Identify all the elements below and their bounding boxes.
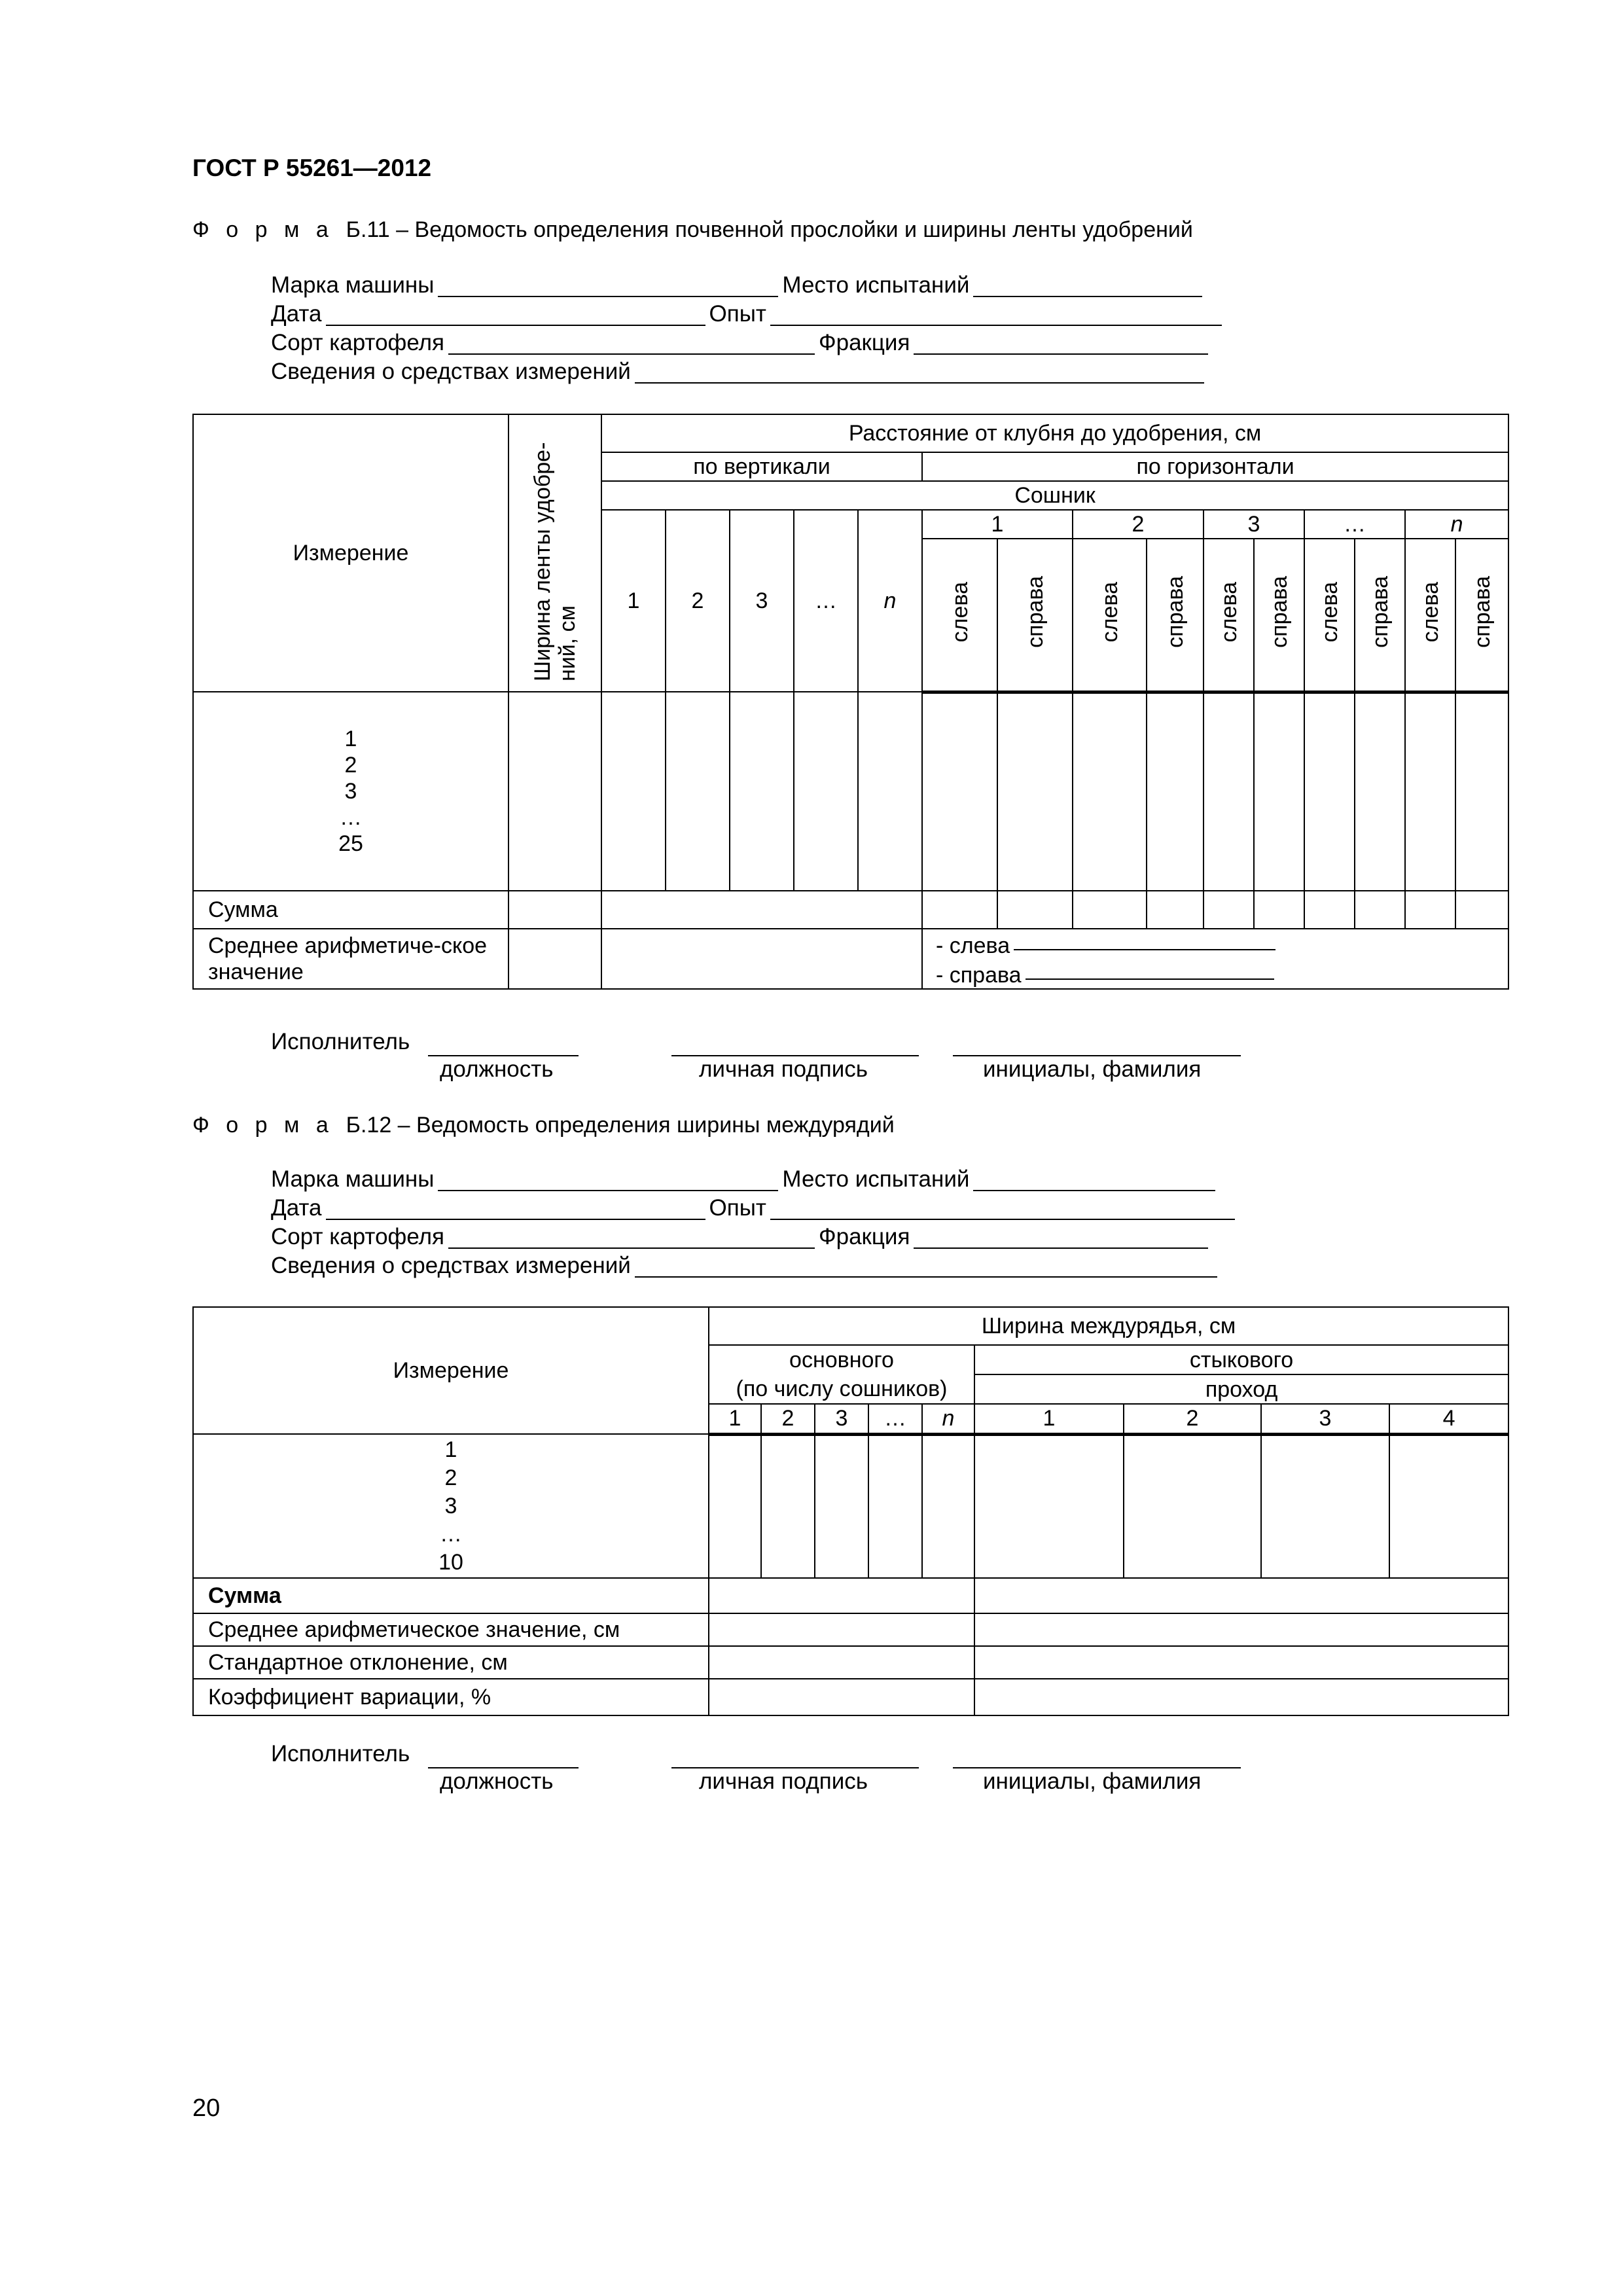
mean-cell[interactable] bbox=[508, 929, 601, 989]
sum-cell[interactable] bbox=[1355, 891, 1405, 929]
main-col-n: n bbox=[922, 1404, 974, 1434]
fraction-field[interactable] bbox=[914, 330, 1208, 355]
mean-cell[interactable] bbox=[709, 1613, 974, 1646]
sum-cell[interactable] bbox=[1455, 891, 1508, 929]
sum-cell[interactable] bbox=[1204, 891, 1254, 929]
executor-label: Исполнитель bbox=[271, 1741, 410, 1767]
name-caption: инициалы, фамилия bbox=[983, 1768, 1202, 1794]
fraction-label: Фракция bbox=[819, 330, 910, 355]
name-caption: инициалы, фамилия bbox=[983, 1056, 1202, 1082]
std-label: Стандартное отклонение, см bbox=[193, 1646, 709, 1679]
mean-left-field[interactable] bbox=[1014, 929, 1275, 950]
sum-cell[interactable] bbox=[922, 891, 997, 929]
fraction-field[interactable] bbox=[914, 1224, 1208, 1249]
data-cell[interactable] bbox=[1389, 1434, 1508, 1578]
data-cell[interactable] bbox=[815, 1434, 868, 1578]
mean-label: Среднее арифметическое значение, см bbox=[193, 1613, 709, 1646]
main-col-2: 2 bbox=[761, 1404, 815, 1434]
pass-col-2: 2 bbox=[1124, 1404, 1261, 1434]
coulter-n: n bbox=[1405, 510, 1508, 539]
data-cell[interactable] bbox=[1405, 692, 1455, 891]
cv-cell[interactable] bbox=[974, 1679, 1508, 1715]
position-caption: должность bbox=[440, 1768, 554, 1794]
pass-header: проход bbox=[974, 1374, 1508, 1404]
data-cell[interactable] bbox=[1355, 692, 1405, 891]
main-header: основного (по числу сошников) bbox=[709, 1345, 974, 1404]
coulter-header: Сошник bbox=[601, 481, 1508, 510]
sum-label: Сумма bbox=[193, 1578, 709, 1613]
left-label: слева bbox=[1304, 539, 1355, 692]
trial-field[interactable] bbox=[770, 1195, 1235, 1220]
data-cell[interactable] bbox=[1254, 692, 1304, 891]
data-cell[interactable] bbox=[922, 1434, 974, 1578]
trial-field[interactable] bbox=[770, 301, 1222, 326]
data-cell[interactable] bbox=[1261, 1434, 1389, 1578]
trial-label: Опыт bbox=[709, 1195, 766, 1221]
sum-cell[interactable] bbox=[997, 891, 1073, 929]
right-label: справа bbox=[1455, 539, 1508, 692]
variety-field[interactable] bbox=[448, 1224, 815, 1249]
date-field[interactable] bbox=[326, 301, 705, 326]
joint-header: стыкового bbox=[974, 1345, 1508, 1374]
cv-cell[interactable] bbox=[709, 1679, 974, 1715]
sum-cell[interactable] bbox=[1147, 891, 1204, 929]
std-cell[interactable] bbox=[974, 1646, 1508, 1679]
data-cell[interactable] bbox=[974, 1434, 1124, 1578]
mean-sides: - слева - справа bbox=[922, 929, 1508, 989]
data-cell[interactable] bbox=[508, 692, 601, 891]
sign-caption: личная подпись bbox=[699, 1768, 868, 1794]
row-numbers: 1 2 3 … 25 bbox=[193, 692, 508, 891]
pass-col-1: 1 bbox=[974, 1404, 1124, 1434]
machine-field[interactable] bbox=[438, 272, 778, 297]
date-field[interactable] bbox=[326, 1195, 705, 1220]
data-cell[interactable] bbox=[794, 692, 858, 891]
machine-label: Марка машины bbox=[271, 272, 435, 298]
page-number: 20 bbox=[192, 2094, 221, 2122]
place-field[interactable] bbox=[973, 1166, 1215, 1191]
right-label: справа bbox=[1254, 539, 1304, 692]
instruments-field[interactable] bbox=[635, 359, 1204, 384]
pass-col-4: 4 bbox=[1389, 1404, 1508, 1434]
v-col-2: 2 bbox=[666, 510, 730, 692]
width-header: Ширина ленты удобре-ний, см bbox=[508, 414, 601, 692]
data-cell[interactable] bbox=[601, 692, 666, 891]
date-label: Дата bbox=[271, 301, 322, 327]
place-label: Место испытаний bbox=[782, 272, 970, 298]
form1-prefix: Ф о р м а bbox=[192, 217, 334, 242]
horizontal-header: по горизонтали bbox=[922, 452, 1508, 481]
instruments-label: Сведения о средствах измерений bbox=[271, 1253, 631, 1278]
main-col-1: 1 bbox=[709, 1404, 761, 1434]
form2-fields bbox=[271, 1165, 1239, 1280]
v-col-ellipsis: … bbox=[794, 510, 858, 692]
variety-label: Сорт картофеля bbox=[271, 1224, 445, 1249]
date-label: Дата bbox=[271, 1195, 322, 1221]
right-label: справа bbox=[997, 539, 1073, 692]
data-cell[interactable] bbox=[922, 692, 997, 891]
cv-label: Коэффициент вариации, % bbox=[193, 1679, 709, 1715]
variety-label: Сорт картофеля bbox=[271, 330, 445, 355]
width-header: Ширина междурядья, см bbox=[709, 1307, 1508, 1345]
main-col-3: 3 bbox=[815, 1404, 868, 1434]
sum-cell[interactable] bbox=[1405, 891, 1455, 929]
data-cell[interactable] bbox=[868, 1434, 922, 1578]
left-label: слева bbox=[922, 539, 997, 692]
instruments-field[interactable] bbox=[635, 1253, 1217, 1278]
v-col-n: n bbox=[858, 510, 922, 692]
form1-title bbox=[192, 217, 1193, 243]
distance-header: Расстояние от клубня до удобрения, см bbox=[601, 414, 1508, 452]
place-field[interactable] bbox=[973, 272, 1202, 297]
sum-cell[interactable] bbox=[1254, 891, 1304, 929]
pass-col-3: 3 bbox=[1261, 1404, 1389, 1434]
data-cell[interactable] bbox=[666, 692, 730, 891]
machine-label: Марка машины bbox=[271, 1166, 435, 1192]
measure-header: Измерение bbox=[193, 414, 508, 692]
data-cell[interactable] bbox=[1073, 692, 1147, 891]
executor-label: Исполнитель bbox=[271, 1029, 410, 1054]
coulter-1: 1 bbox=[922, 510, 1073, 539]
v-col-3: 3 bbox=[730, 510, 794, 692]
left-label: слева bbox=[1204, 539, 1254, 692]
vertical-header: по вертикали bbox=[601, 452, 922, 481]
sum-cell[interactable] bbox=[974, 1578, 1508, 1613]
position-caption: должность bbox=[440, 1056, 554, 1082]
sum-cell[interactable] bbox=[601, 891, 922, 929]
form2-table bbox=[192, 1306, 1509, 1716]
std-cell[interactable] bbox=[709, 1646, 974, 1679]
coulter-2: 2 bbox=[1073, 510, 1204, 539]
measure-header: Измерение bbox=[193, 1307, 709, 1434]
right-label: справа bbox=[1147, 539, 1204, 692]
data-cell[interactable] bbox=[997, 692, 1073, 891]
coulter-ellipsis: … bbox=[1304, 510, 1405, 539]
form2-prefix: Ф о р м а bbox=[192, 1113, 334, 1138]
mean-label: Среднее арифметиче-ское значение bbox=[193, 929, 508, 989]
form1-table bbox=[192, 414, 1509, 990]
instruments-label: Сведения о средствах измерений bbox=[271, 359, 631, 384]
sum-cell[interactable] bbox=[709, 1578, 974, 1613]
form2-title-text: Б.12 – Ведомость определения ширины междурядий bbox=[346, 1113, 895, 1138]
mean-cell[interactable] bbox=[601, 929, 922, 989]
mean-cell[interactable] bbox=[974, 1613, 1508, 1646]
trial-label: Опыт bbox=[709, 301, 766, 327]
left-label: слева bbox=[1405, 539, 1455, 692]
left-label: слева bbox=[1073, 539, 1147, 692]
sum-cell[interactable] bbox=[508, 891, 601, 929]
data-cell[interactable] bbox=[858, 692, 922, 891]
variety-field[interactable] bbox=[448, 330, 815, 355]
data-cell[interactable] bbox=[709, 1434, 761, 1578]
coulter-3: 3 bbox=[1204, 510, 1304, 539]
place-label: Место испытаний bbox=[782, 1166, 970, 1192]
data-cell[interactable] bbox=[1147, 692, 1204, 891]
fraction-label: Фракция bbox=[819, 1224, 910, 1249]
sum-label: Сумма bbox=[193, 891, 508, 929]
data-cell[interactable] bbox=[730, 692, 794, 891]
main-col-ellipsis: … bbox=[868, 1404, 922, 1434]
machine-field[interactable] bbox=[438, 1166, 778, 1191]
data-cell[interactable] bbox=[761, 1434, 815, 1578]
data-cell[interactable] bbox=[1204, 692, 1254, 891]
right-label: справа bbox=[1355, 539, 1405, 692]
data-cell[interactable] bbox=[1304, 692, 1355, 891]
data-cell[interactable] bbox=[1455, 692, 1508, 891]
form2-title bbox=[192, 1113, 895, 1138]
sum-cell[interactable] bbox=[1073, 891, 1147, 929]
row-numbers: 1 2 3 … 10 bbox=[193, 1434, 709, 1578]
v-col-1: 1 bbox=[601, 510, 666, 692]
document-code: ГОСТ Р 55261—2012 bbox=[192, 154, 432, 181]
form1-fields bbox=[271, 271, 1226, 386]
form1-title-text: Б.11 – Ведомость определения почвенной прослойки и ширины ленты удобрений bbox=[346, 217, 1193, 242]
data-cell[interactable] bbox=[1124, 1434, 1261, 1578]
sign-caption: личная подпись bbox=[699, 1056, 868, 1082]
mean-right-field[interactable] bbox=[1026, 959, 1274, 980]
sum-cell[interactable] bbox=[1304, 891, 1355, 929]
